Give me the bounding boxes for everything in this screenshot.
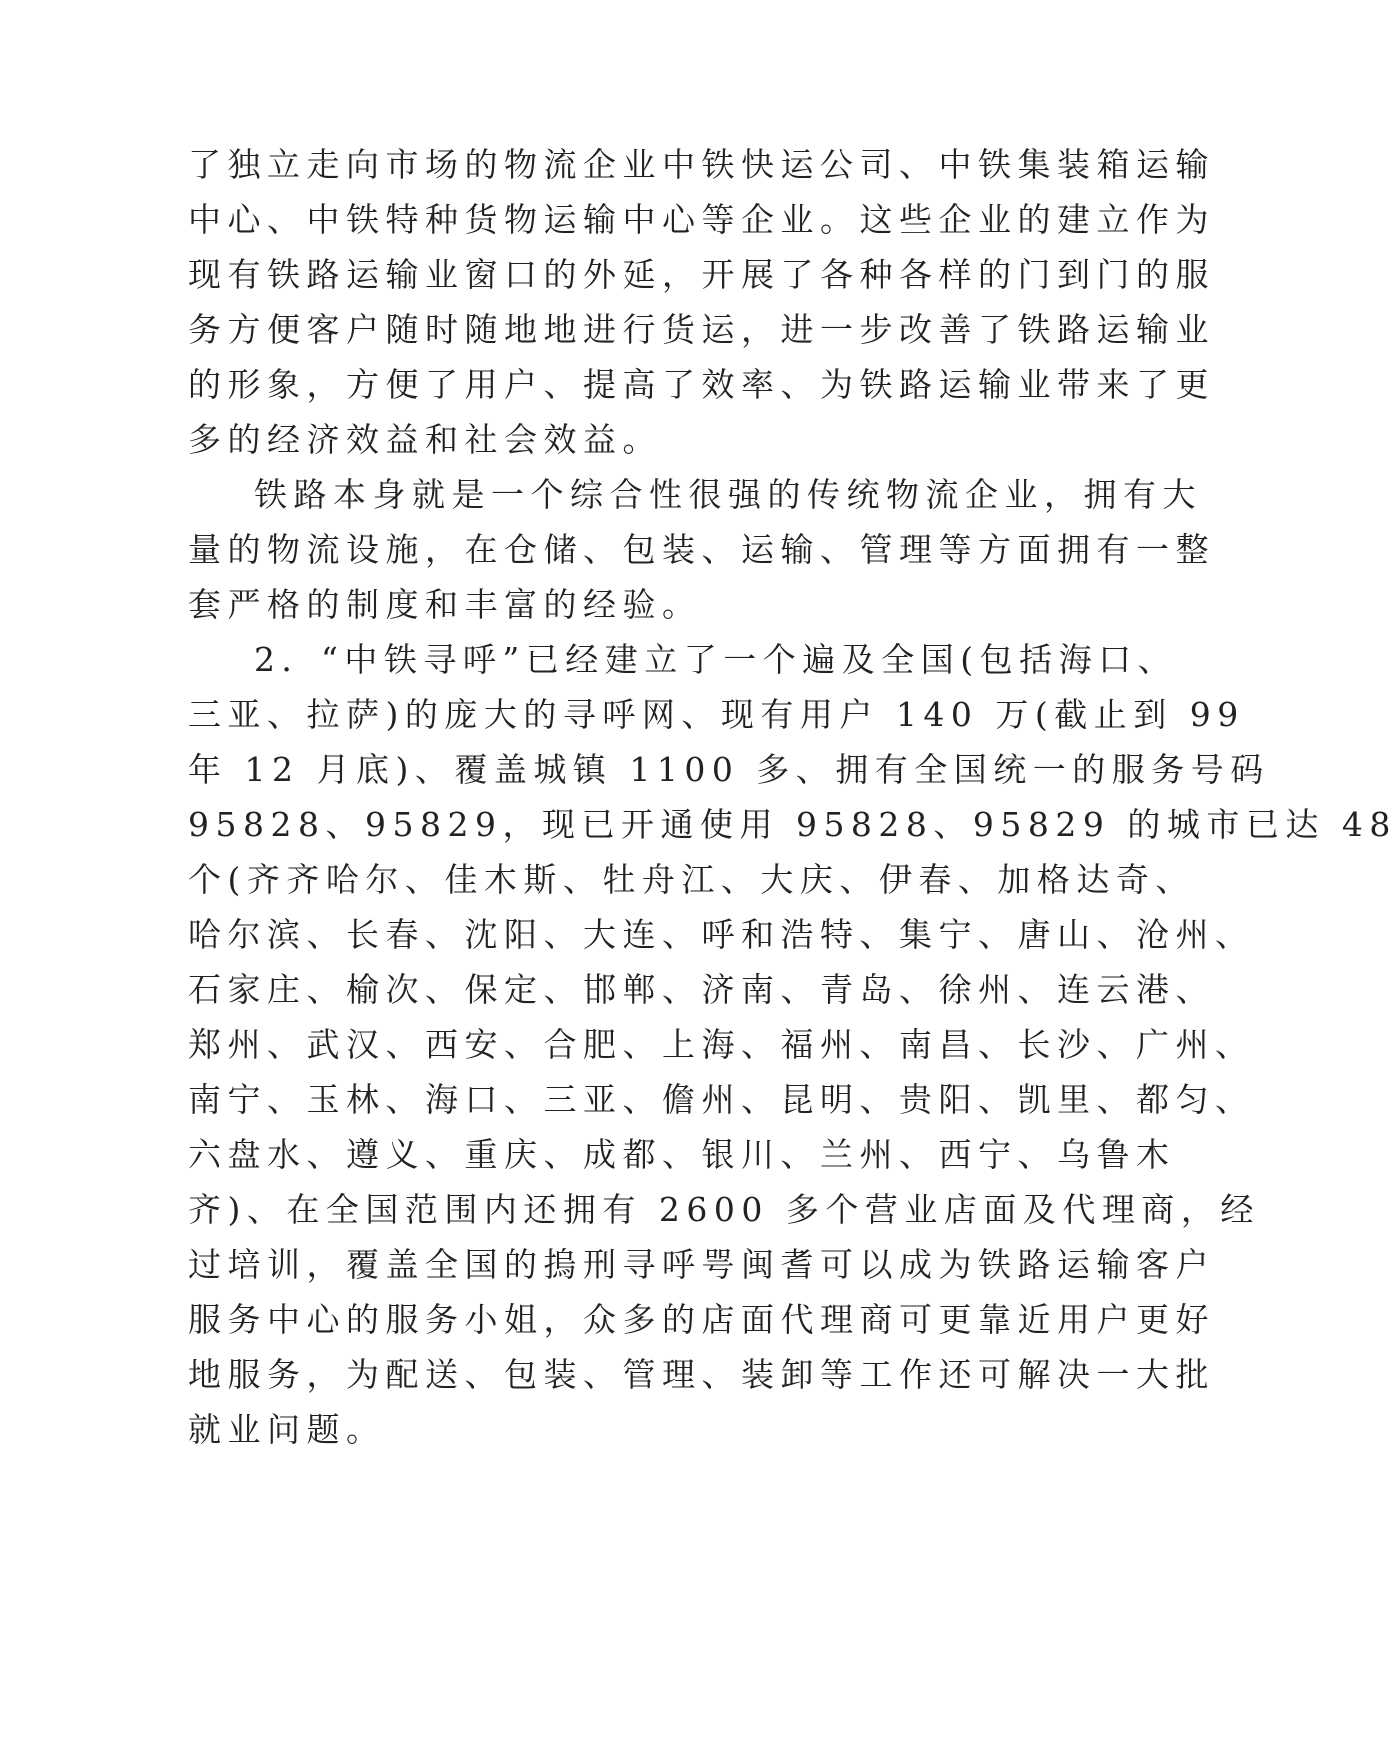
text-line-18: 南宁、玉林、海口、三亚、儋州、昆明、贵阳、凯里、都匀、 <box>188 1080 1255 1119</box>
text-line-12: 年 12 月底)、覆盖城镇 1100 多、拥有全国统一的服务号码 <box>188 750 1270 789</box>
text-line-20: 齐)、在全国范围内还拥有 2600 多个营业店面及代理商，经 <box>188 1190 1260 1229</box>
text-line-21: 过培训，覆盖全国的摀刑寻呼咢闽耆可以成为铁路运输客户 <box>188 1245 1215 1284</box>
text-line-22: 服务中心的服务小姐，众多的店面代理商可更靠近用户更好 <box>188 1300 1215 1339</box>
text-line-3: 现有铁路运输业窗口的外延，开展了各种各样的门到门的服 <box>188 255 1215 294</box>
text-line-14: 个(齐齐哈尔、佳木斯、牡舟江、大庆、伊春、加格达奇、 <box>188 860 1195 899</box>
text-line-4: 务方便客户随时随地地进行货运，进一步改善了铁路运输业 <box>188 310 1215 349</box>
text-line-6: 多的经济效益和社会效益。 <box>188 420 662 459</box>
text-line-10: 2．“中铁寻呼”已经建立了一个遍及全国(包括海口、 <box>254 640 1178 679</box>
text-line-9: 套严格的制度和丰富的经验。 <box>188 585 702 624</box>
text-line-17: 郑州、武汉、西安、合肥、上海、福州、南昌、长沙、广州、 <box>188 1025 1255 1064</box>
text-line-1: 了独立走向市场的物流企业中铁快运公司、中铁集装箱运输 <box>188 145 1215 184</box>
text-line-2: 中心、中铁特种货物运输中心等企业。这些企业的建立作为 <box>188 200 1215 239</box>
text-line-5: 的形象，方便了用户、提高了效率、为铁路运输业带来了更 <box>188 365 1215 404</box>
text-line-19: 六盘水、遵义、重庆、成都、银川、兰州、西宁、乌鲁木 <box>188 1135 1176 1174</box>
text-line-7: 铁路本身就是一个综合性很强的传统物流企业，拥有大 <box>254 475 1202 514</box>
text-line-23: 地服务，为配送、包装、管理、装卸等工作还可解决一大批 <box>188 1355 1215 1394</box>
text-line-24: 就业问题。 <box>188 1410 386 1449</box>
text-line-11: 三亚、拉萨)的庞大的寻呼网、现有用户 140 万(截止到 99 <box>188 695 1245 734</box>
text-line-8: 量的物流设施，在仓储、包装、运输、管理等方面拥有一整 <box>188 530 1215 569</box>
text-line-13: 95828、95829，现已开通使用 95828、95829 的城市已达 48 <box>188 805 1397 844</box>
text-line-16: 石家庄、榆次、保定、邯郸、济南、青岛、徐州、连云港、 <box>188 970 1215 1009</box>
text-line-15: 哈尔滨、长春、沈阳、大连、呼和浩特、集宁、唐山、沧州、 <box>188 915 1255 954</box>
